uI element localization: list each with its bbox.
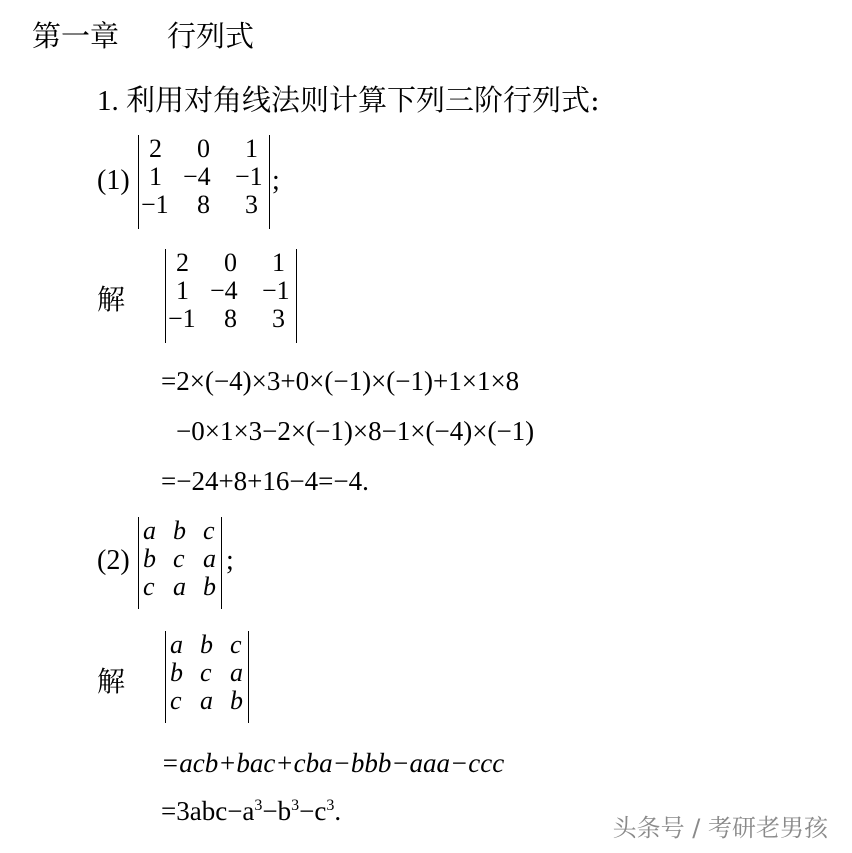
det-cell: 8 (224, 304, 237, 333)
part2-solution-determinant (165, 631, 249, 723)
part1-step-2: −0×1×3−2×(−1)×8−1×(−4)×(−1) (176, 416, 535, 446)
det-cell: b (200, 630, 213, 659)
det-cell: −4 (210, 276, 238, 305)
det-cell: a (230, 658, 243, 687)
det-cell: b (203, 572, 216, 601)
exponent: 3 (254, 797, 263, 814)
part2-determinant (138, 517, 222, 609)
part2-step-2 (161, 796, 341, 827)
det-cell: a (173, 572, 186, 601)
chapter-label: 第一章 (32, 19, 120, 53)
step-text: =3abc−a (161, 796, 255, 826)
watermark: 头条号 / 考研老男孩 (612, 814, 828, 842)
det-cell: b (170, 658, 183, 687)
det-cell: 3 (245, 190, 258, 219)
part1-solution-determinant (165, 249, 297, 343)
det-cell: −4 (183, 162, 211, 191)
problem-statement (97, 78, 600, 119)
part2-step-1 (161, 748, 504, 779)
problem-number: 1. (97, 85, 119, 117)
step-text: −b (262, 796, 292, 826)
part2-end: ; (226, 545, 234, 576)
step-text: =acb+bac+cba−bbb−aaa−ccc (161, 748, 505, 778)
det-cell: a (200, 686, 213, 715)
det-cell: −1 (262, 276, 290, 305)
det-cell: b (143, 544, 156, 573)
chapter-title: 行列式 (167, 19, 255, 53)
det-cell: −1 (168, 304, 196, 333)
det-cell: 0 (197, 134, 210, 163)
det-cell: 8 (197, 190, 210, 219)
det-cell: c (170, 686, 182, 715)
det-cell: a (170, 630, 183, 659)
det-cell: 1 (245, 134, 258, 163)
det-cell: 1 (272, 248, 285, 277)
part2-label: (2) (97, 545, 130, 576)
problem-text: 利用对角线法则计算下列三阶行列式: (126, 83, 600, 117)
det-cell: 3 (272, 304, 285, 333)
part1-end: ; (272, 165, 280, 196)
det-cell: a (143, 516, 156, 545)
det-cell: b (230, 686, 243, 715)
det-cell: 1 (149, 162, 162, 191)
exponent: 3 (326, 797, 335, 814)
det-cell: 2 (176, 248, 189, 277)
det-cell: −1 (141, 190, 169, 219)
det-cell: 0 (224, 248, 237, 277)
det-cell: 1 (176, 276, 189, 305)
part1-step-1: =2×(−4)×3+0×(−1)×(−1)+1×1×8 (161, 366, 520, 396)
part1-determinant (138, 135, 270, 229)
det-cell: b (173, 516, 186, 545)
det-cell: 2 (149, 134, 162, 163)
step-text: . (334, 796, 342, 826)
step-text: −c (299, 796, 327, 826)
part1-step-3: =−24+8+16−4=−4. (161, 466, 369, 496)
part1-label: (1) (97, 165, 130, 196)
det-cell: −1 (235, 162, 263, 191)
det-cell: c (200, 658, 212, 687)
det-cell: c (203, 516, 215, 545)
det-cell: c (230, 630, 242, 659)
det-cell: a (203, 544, 216, 573)
part2-solution-label: 解 (97, 665, 126, 698)
det-cell: c (143, 572, 155, 601)
det-cell: c (173, 544, 185, 573)
part1-solution-label: 解 (97, 283, 126, 316)
chapter-heading (32, 14, 254, 55)
exponent: 3 (291, 797, 300, 814)
